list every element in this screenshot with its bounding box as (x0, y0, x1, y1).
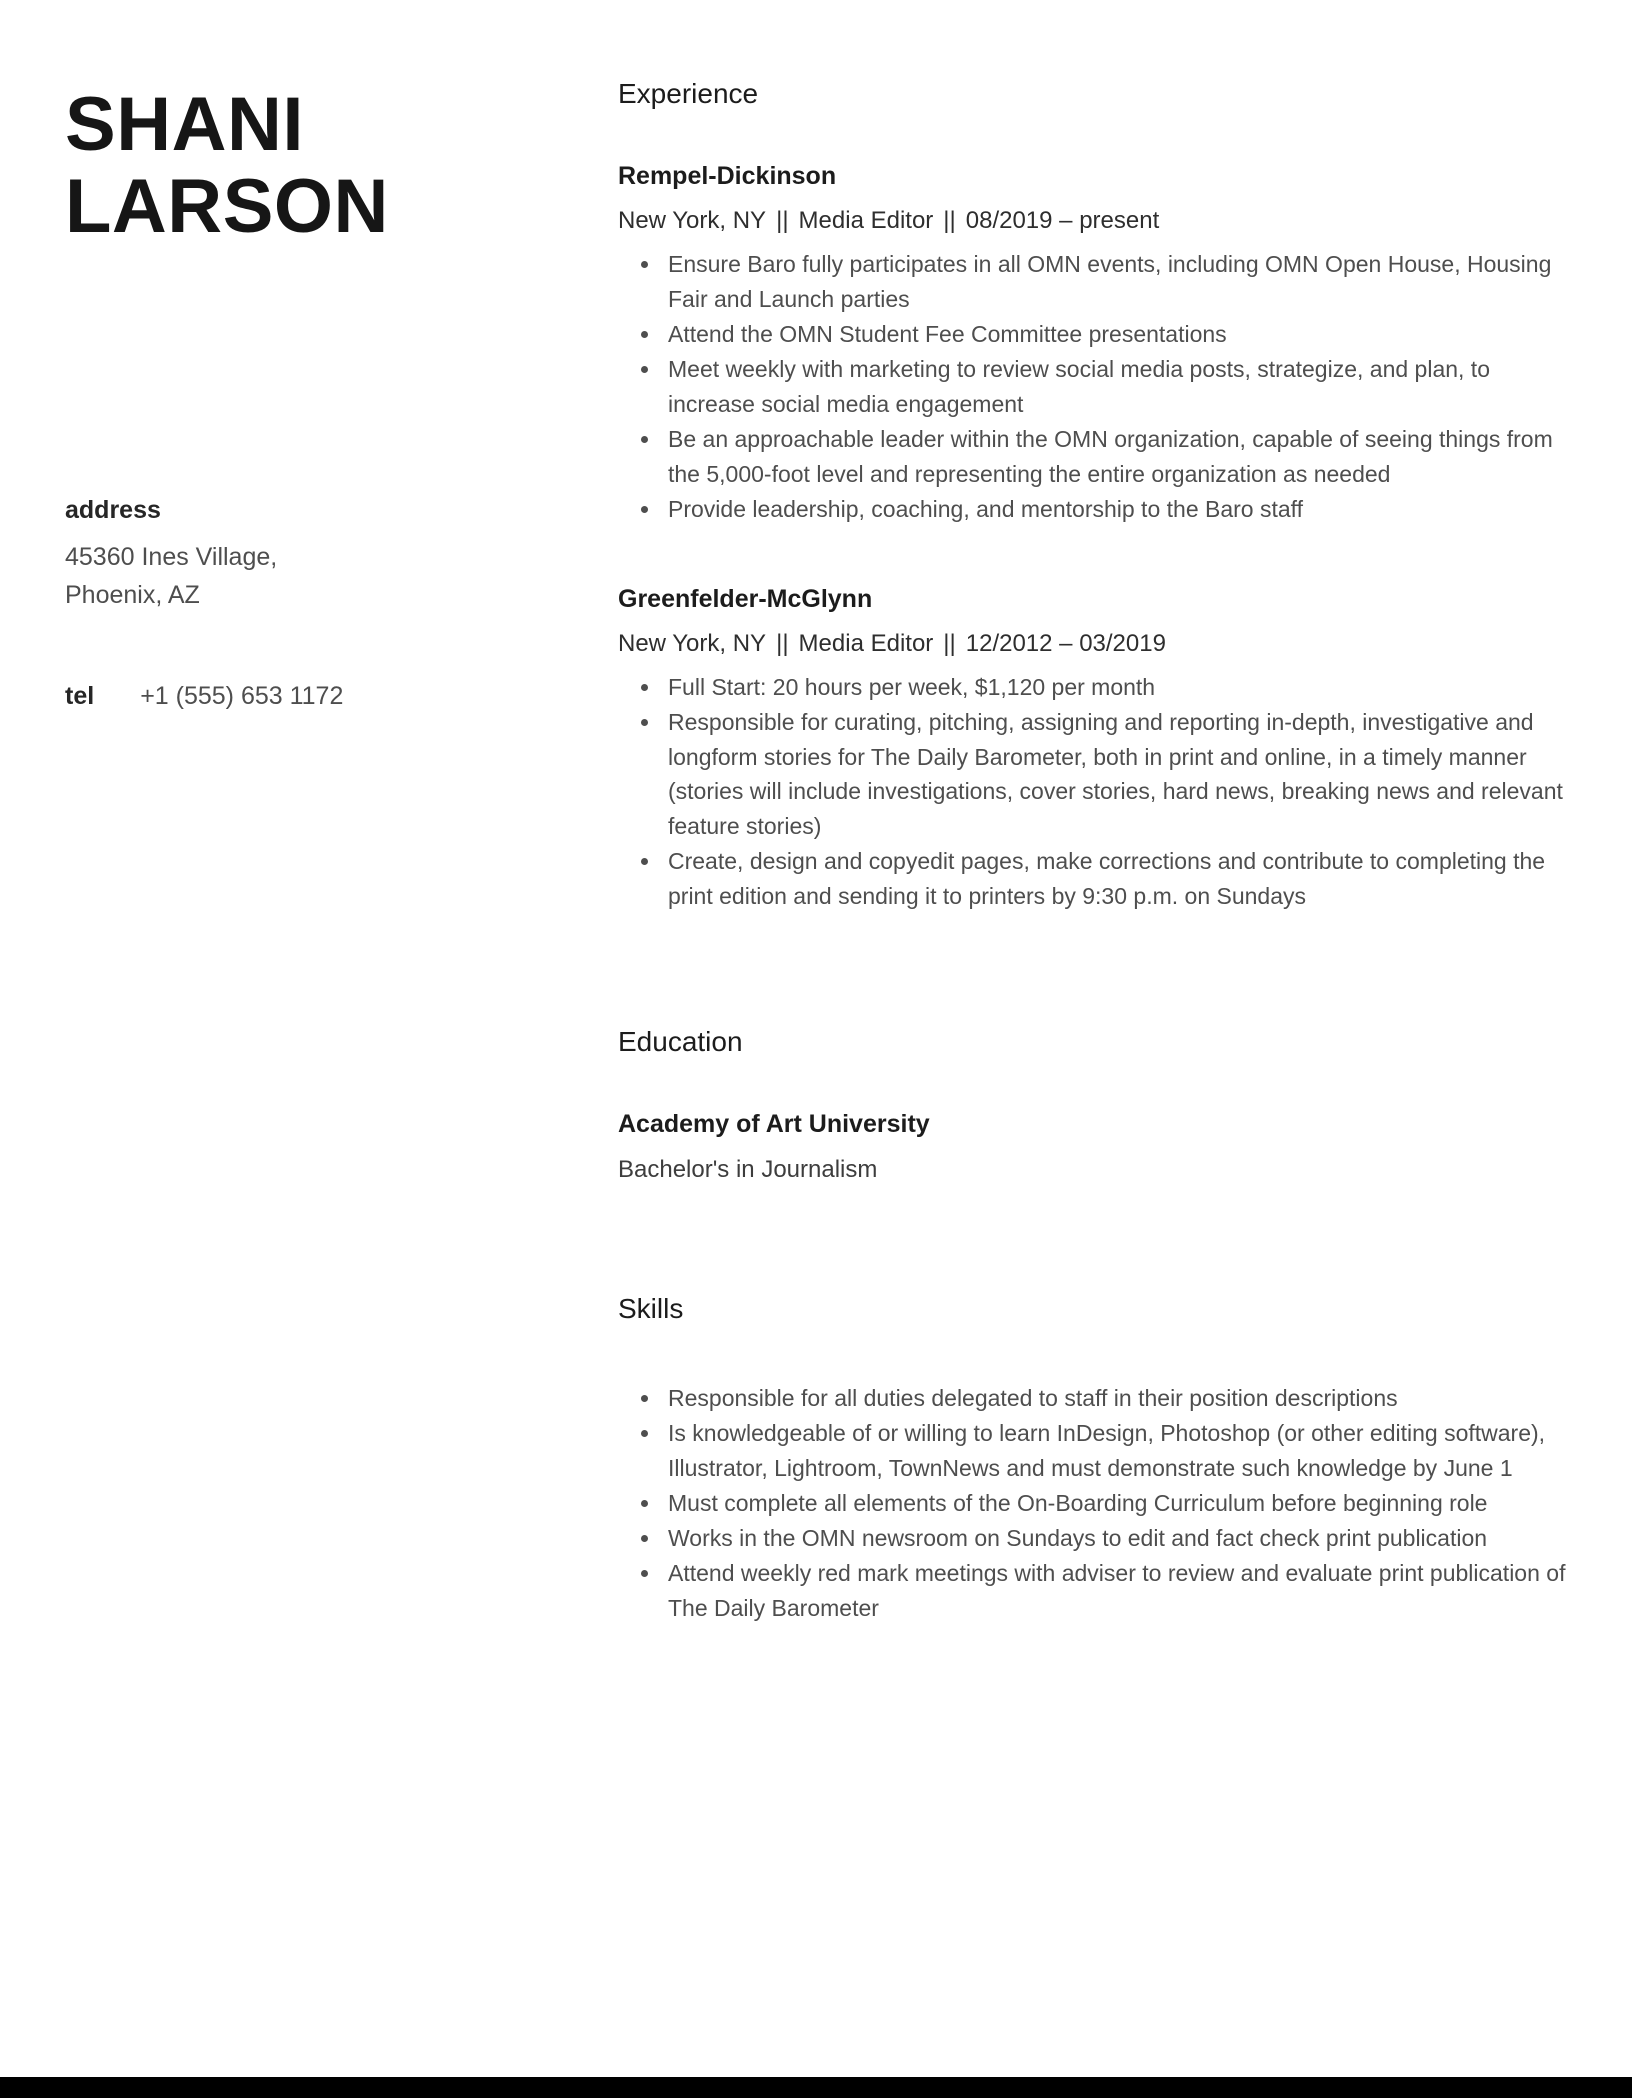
address-line2: Phoenix, AZ (65, 580, 200, 609)
address-line1: 45360 Ines Village, (65, 543, 278, 572)
sidebar (0, 0, 618, 1626)
candidate-name (65, 84, 578, 248)
company-name: Greenfelder-McGlynn (618, 584, 873, 613)
job-meta (618, 630, 1566, 658)
address-block (65, 496, 578, 614)
meta-separator: || (776, 629, 789, 657)
skills-section (618, 1293, 1566, 1626)
job-meta (618, 207, 1566, 235)
job-role: Media Editor (798, 207, 934, 234)
job-role: Media Editor (798, 629, 934, 657)
job-entry (618, 585, 1566, 915)
address-label: address (65, 496, 161, 525)
education-heading: Education (618, 1026, 743, 1058)
experience-heading: Experience (618, 78, 759, 109)
job-dates: 08/2019 – present (965, 207, 1160, 234)
job-bullet: • Create, design and copyedit pages, make corrections and contribute to completing the print edition and sending it to printers by 9:30 p.m. on Sundays (662, 844, 1566, 914)
school-name: Academy of Art University (618, 1110, 930, 1139)
footer-bar (0, 2077, 1632, 2098)
main-content (618, 0, 1632, 1626)
tel-label: tel (65, 682, 95, 711)
job-bullet: • Be an approachable leader within the OMN organization, capable of seeing things from the 5,000-foot level and representing the entire organization as needed (662, 422, 1566, 492)
job-location: New York, NY (618, 629, 767, 657)
skill-bullet: • Responsible for all duties delegated to staff in their position descriptions (662, 1381, 1566, 1416)
skill-bullet: • Is knowledgeable of or willing to learn InDesign, Photoshop (or other editing software), Illustrator, Lightroom, TownNews and must demonstrate such knowledge by June 1 (662, 1416, 1566, 1486)
degree: Bachelor's in Journalism (618, 1156, 878, 1184)
job-bullets (618, 247, 1566, 527)
job-bullet: • Ensure Baro fully participates in all OMN events, including OMN Open House, Housing Fair and Launch parties (662, 247, 1566, 317)
job-bullet: • Attend the OMN Student Fee Committee presentations (662, 317, 1566, 352)
meta-separator: || (943, 629, 956, 657)
skill-bullet: • Works in the OMN newsroom on Sundays to edit and fact check print publication (662, 1521, 1566, 1556)
job-bullet: • Full Start: 20 hours per week, $1,120 per month (662, 670, 1566, 705)
candidate-name-line2: LARSON (65, 164, 389, 250)
company-name: Rempel-Dickinson (618, 162, 837, 190)
education-section (618, 1026, 1566, 1187)
meta-separator: || (776, 207, 789, 234)
skill-bullet: • Must complete all elements of the On-Boarding Curriculum before beginning role (662, 1486, 1566, 1521)
meta-separator: || (943, 207, 956, 234)
job-dates: 12/2012 – 03/2019 (965, 629, 1166, 657)
job-bullet: • Responsible for curating, pitching, assigning and reporting in-depth, investigative and longform stories for The Daily Barometer, both in print and online, in a timely manner (stories will include investigations, cover stories, hard news, breaking news and relevant feature stories) (662, 705, 1566, 845)
skills-bullets (618, 1381, 1566, 1626)
job-bullets (618, 670, 1566, 915)
job-entry (618, 162, 1566, 527)
skills-heading: Skills (618, 1292, 684, 1324)
candidate-name-line1: SHANI (65, 82, 304, 167)
job-location: New York, NY (618, 207, 767, 234)
skill-bullet: • Attend weekly red mark meetings with adviser to review and evaluate print publication of The Daily Barometer (662, 1556, 1566, 1626)
tel-value: +1 (555) 653 1172 (140, 682, 344, 711)
experience-section (618, 78, 1566, 914)
job-bullet: • Provide leadership, coaching, and mentorship to the Baro staff (662, 492, 1566, 527)
job-bullet: • Meet weekly with marketing to review social media posts, strategize, and plan, to increase social media engagement (662, 352, 1566, 422)
tel-block (65, 678, 578, 716)
